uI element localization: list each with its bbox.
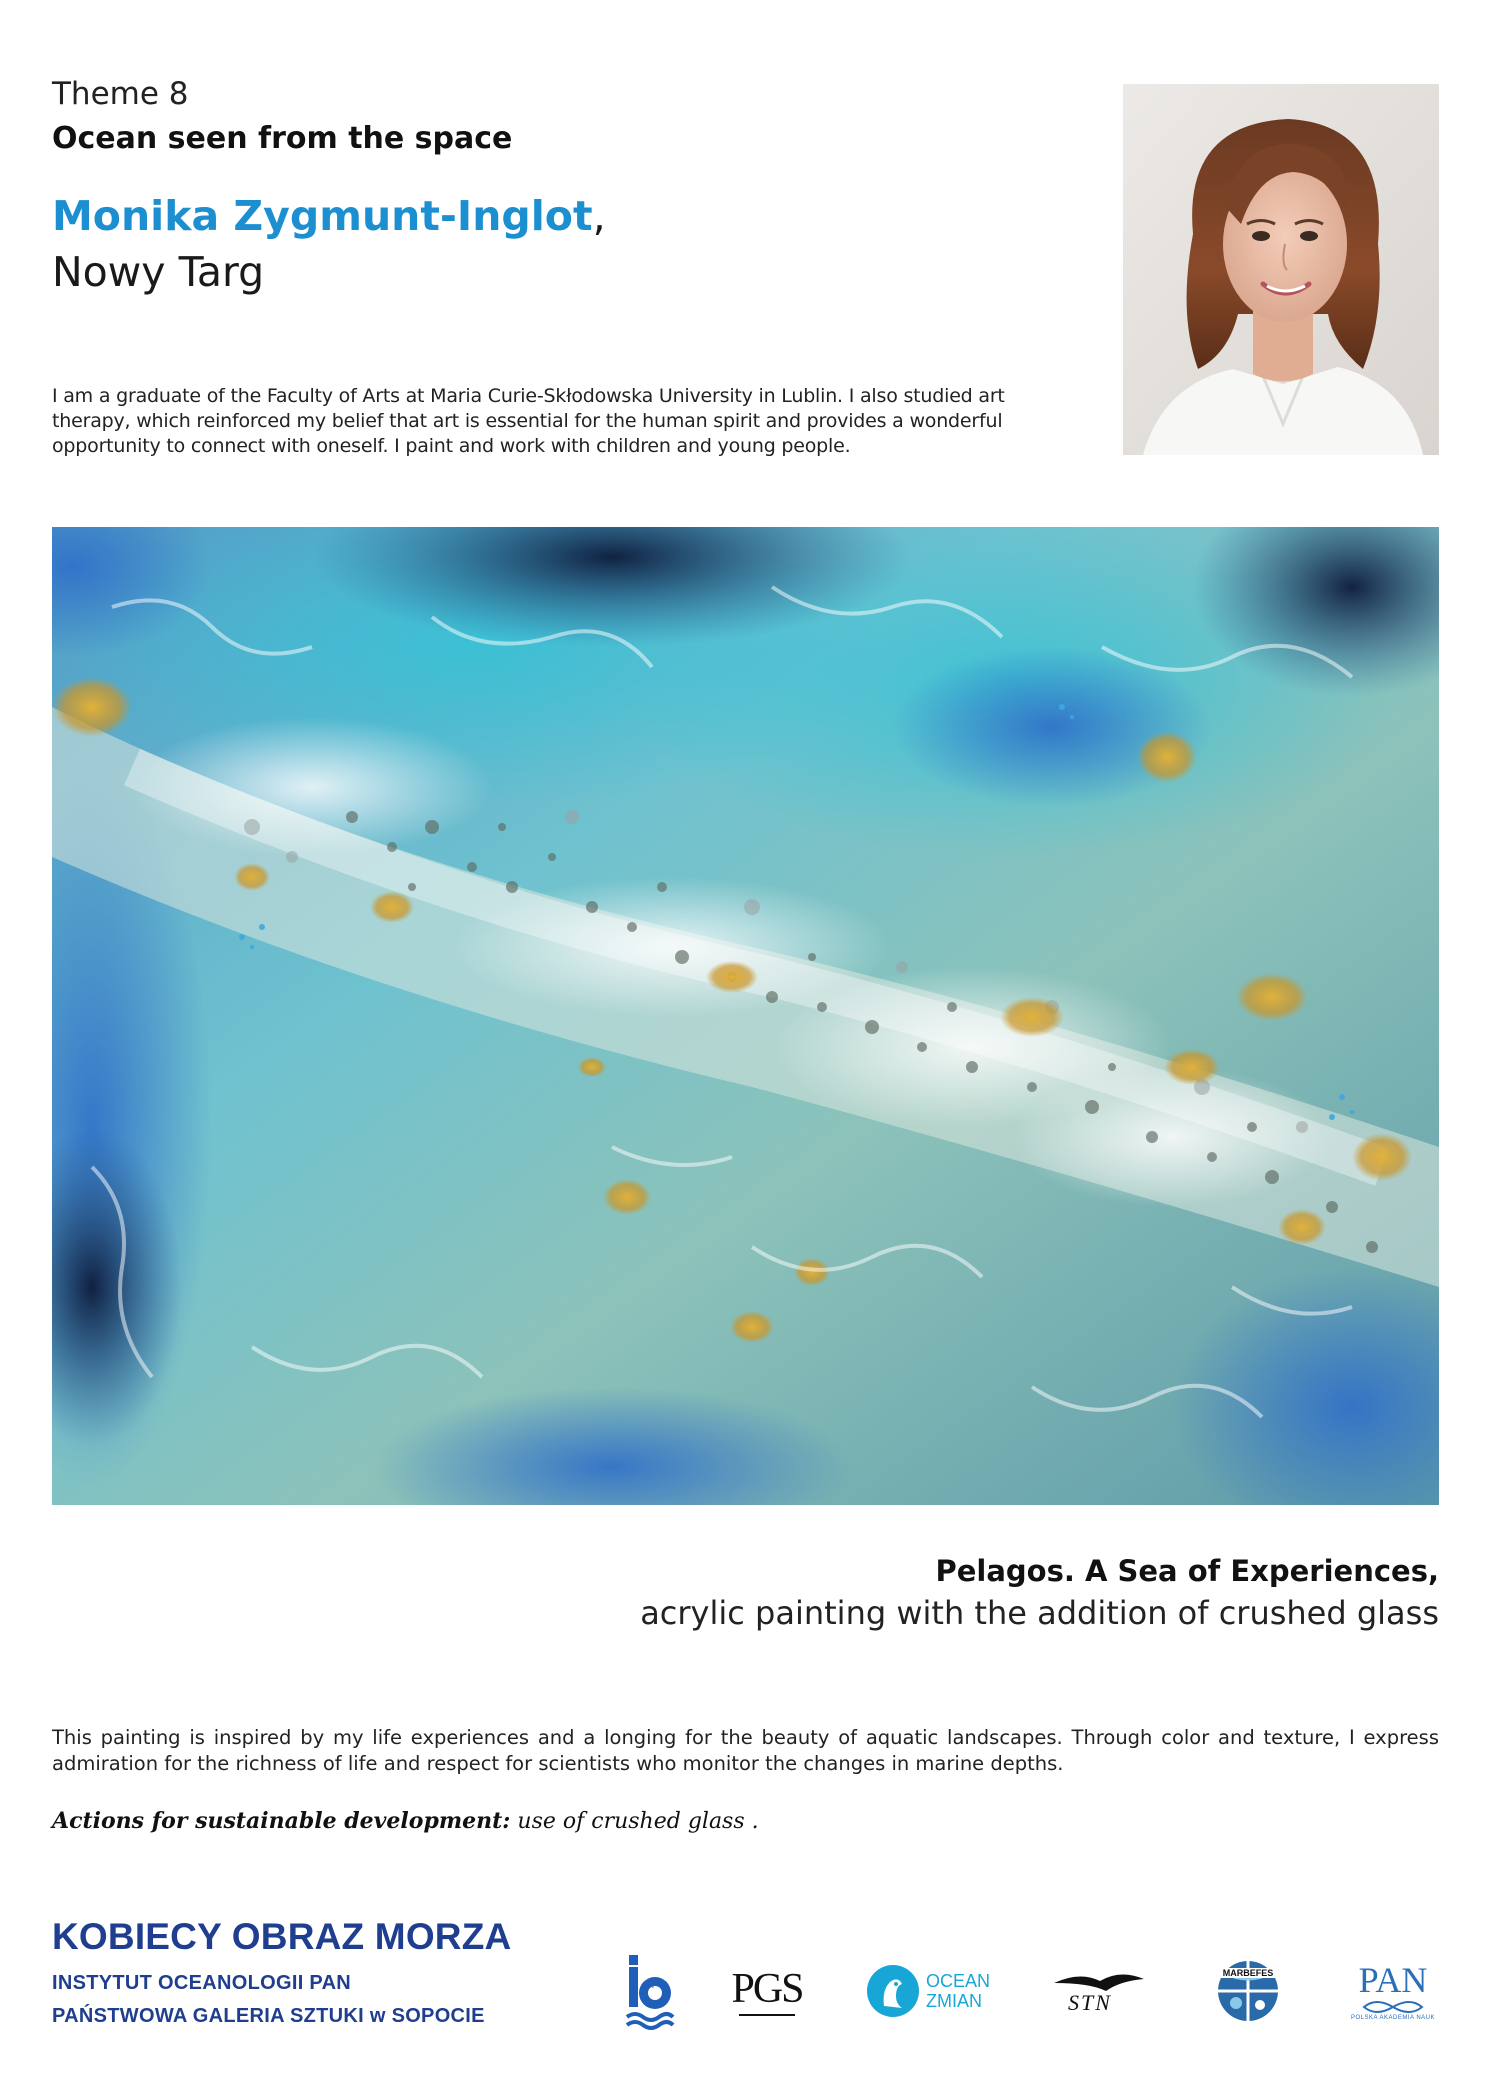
pan-logo-sub: POLSKA AKADEMIA NAUK [1350,2015,1436,2021]
stn-logo [1048,1946,1148,2036]
footer-title: KOBIECY OBRAZ MORZA [52,1916,512,1957]
pan-infinity-icon [1358,1999,1428,2015]
artwork-medium: acrylic painting with the addition of crushed glass [640,1594,1439,1632]
ocean-zmian-top: OCEAN [925,1971,990,1991]
artist-bio: I am a graduate of the Faculty of Arts at Maria Curie-Skłodowska University in Lublin. I also studied art therapy, which reinforced my belief that art is essential for the human spirit and provides a wonderful opportunity to connect with oneself. I paint and work with children and young people. [52,385,1005,457]
iopan-logo [620,1946,680,2036]
artwork-caption [640,1551,1439,1635]
marbefes-logo-text: MARBEFES [1222,1968,1274,1978]
pan-logo-text: PAN [1358,1960,1428,2000]
painting-illustration [52,527,1439,1505]
sustainability-actions [52,1808,759,1834]
footer-line-institute: INSTYTUT OCEANOLOGII PAN [52,1972,352,1994]
stn-logo-text: STN [1068,1990,1112,2015]
theme-number: Theme 8 [52,76,189,112]
portrait-illustration [1123,84,1439,455]
partner-logos [620,1946,1440,2036]
artwork-title: Pelagos. A Sea of Experiences, [935,1554,1439,1588]
actions-text: use of crushed glass . [517,1809,759,1834]
artist-heading [52,188,606,300]
actions-label: Actions for sustainable development: [52,1808,511,1834]
footer-line-gallery: PAŃSTWOWA GALERIA SZTUKI w SOPOCIE [52,2005,485,2027]
iopan-logo-label: PAN [642,1984,654,1990]
ocean-zmian-text [926,1971,990,2011]
footer-organizers [52,1916,511,2028]
artist-city: Nowy Targ [52,248,265,296]
artist-name: Monika Zygmunt-Inglot [52,192,593,240]
theme-title: Ocean seen from the space [52,121,513,156]
pgs-logo [732,1946,802,2036]
artwork-description: This painting is inspired by my life experiences and a longing for the beauty of aquatic landscapes. Through color and texture, I express admiration for the richness of life and respect for scientists who monitor the changes in marine depths. [52,1726,1439,1775]
pgs-logo-underline [739,2014,795,2016]
pgs-logo-text: PGS [731,1966,803,2012]
artwork-image [52,527,1439,1505]
artist-portrait [1123,84,1439,455]
ocean-zmian-logo [858,1946,998,2036]
ocean-zmian-bottom: ZMIAN [925,1991,982,2011]
artist-comma: , [592,192,606,240]
ocean-zmian-mark [866,1964,920,2018]
marbefes-logo [1208,1946,1288,2036]
pan-logo [1348,1946,1438,2036]
iopan-logo-mark [625,1951,675,2031]
